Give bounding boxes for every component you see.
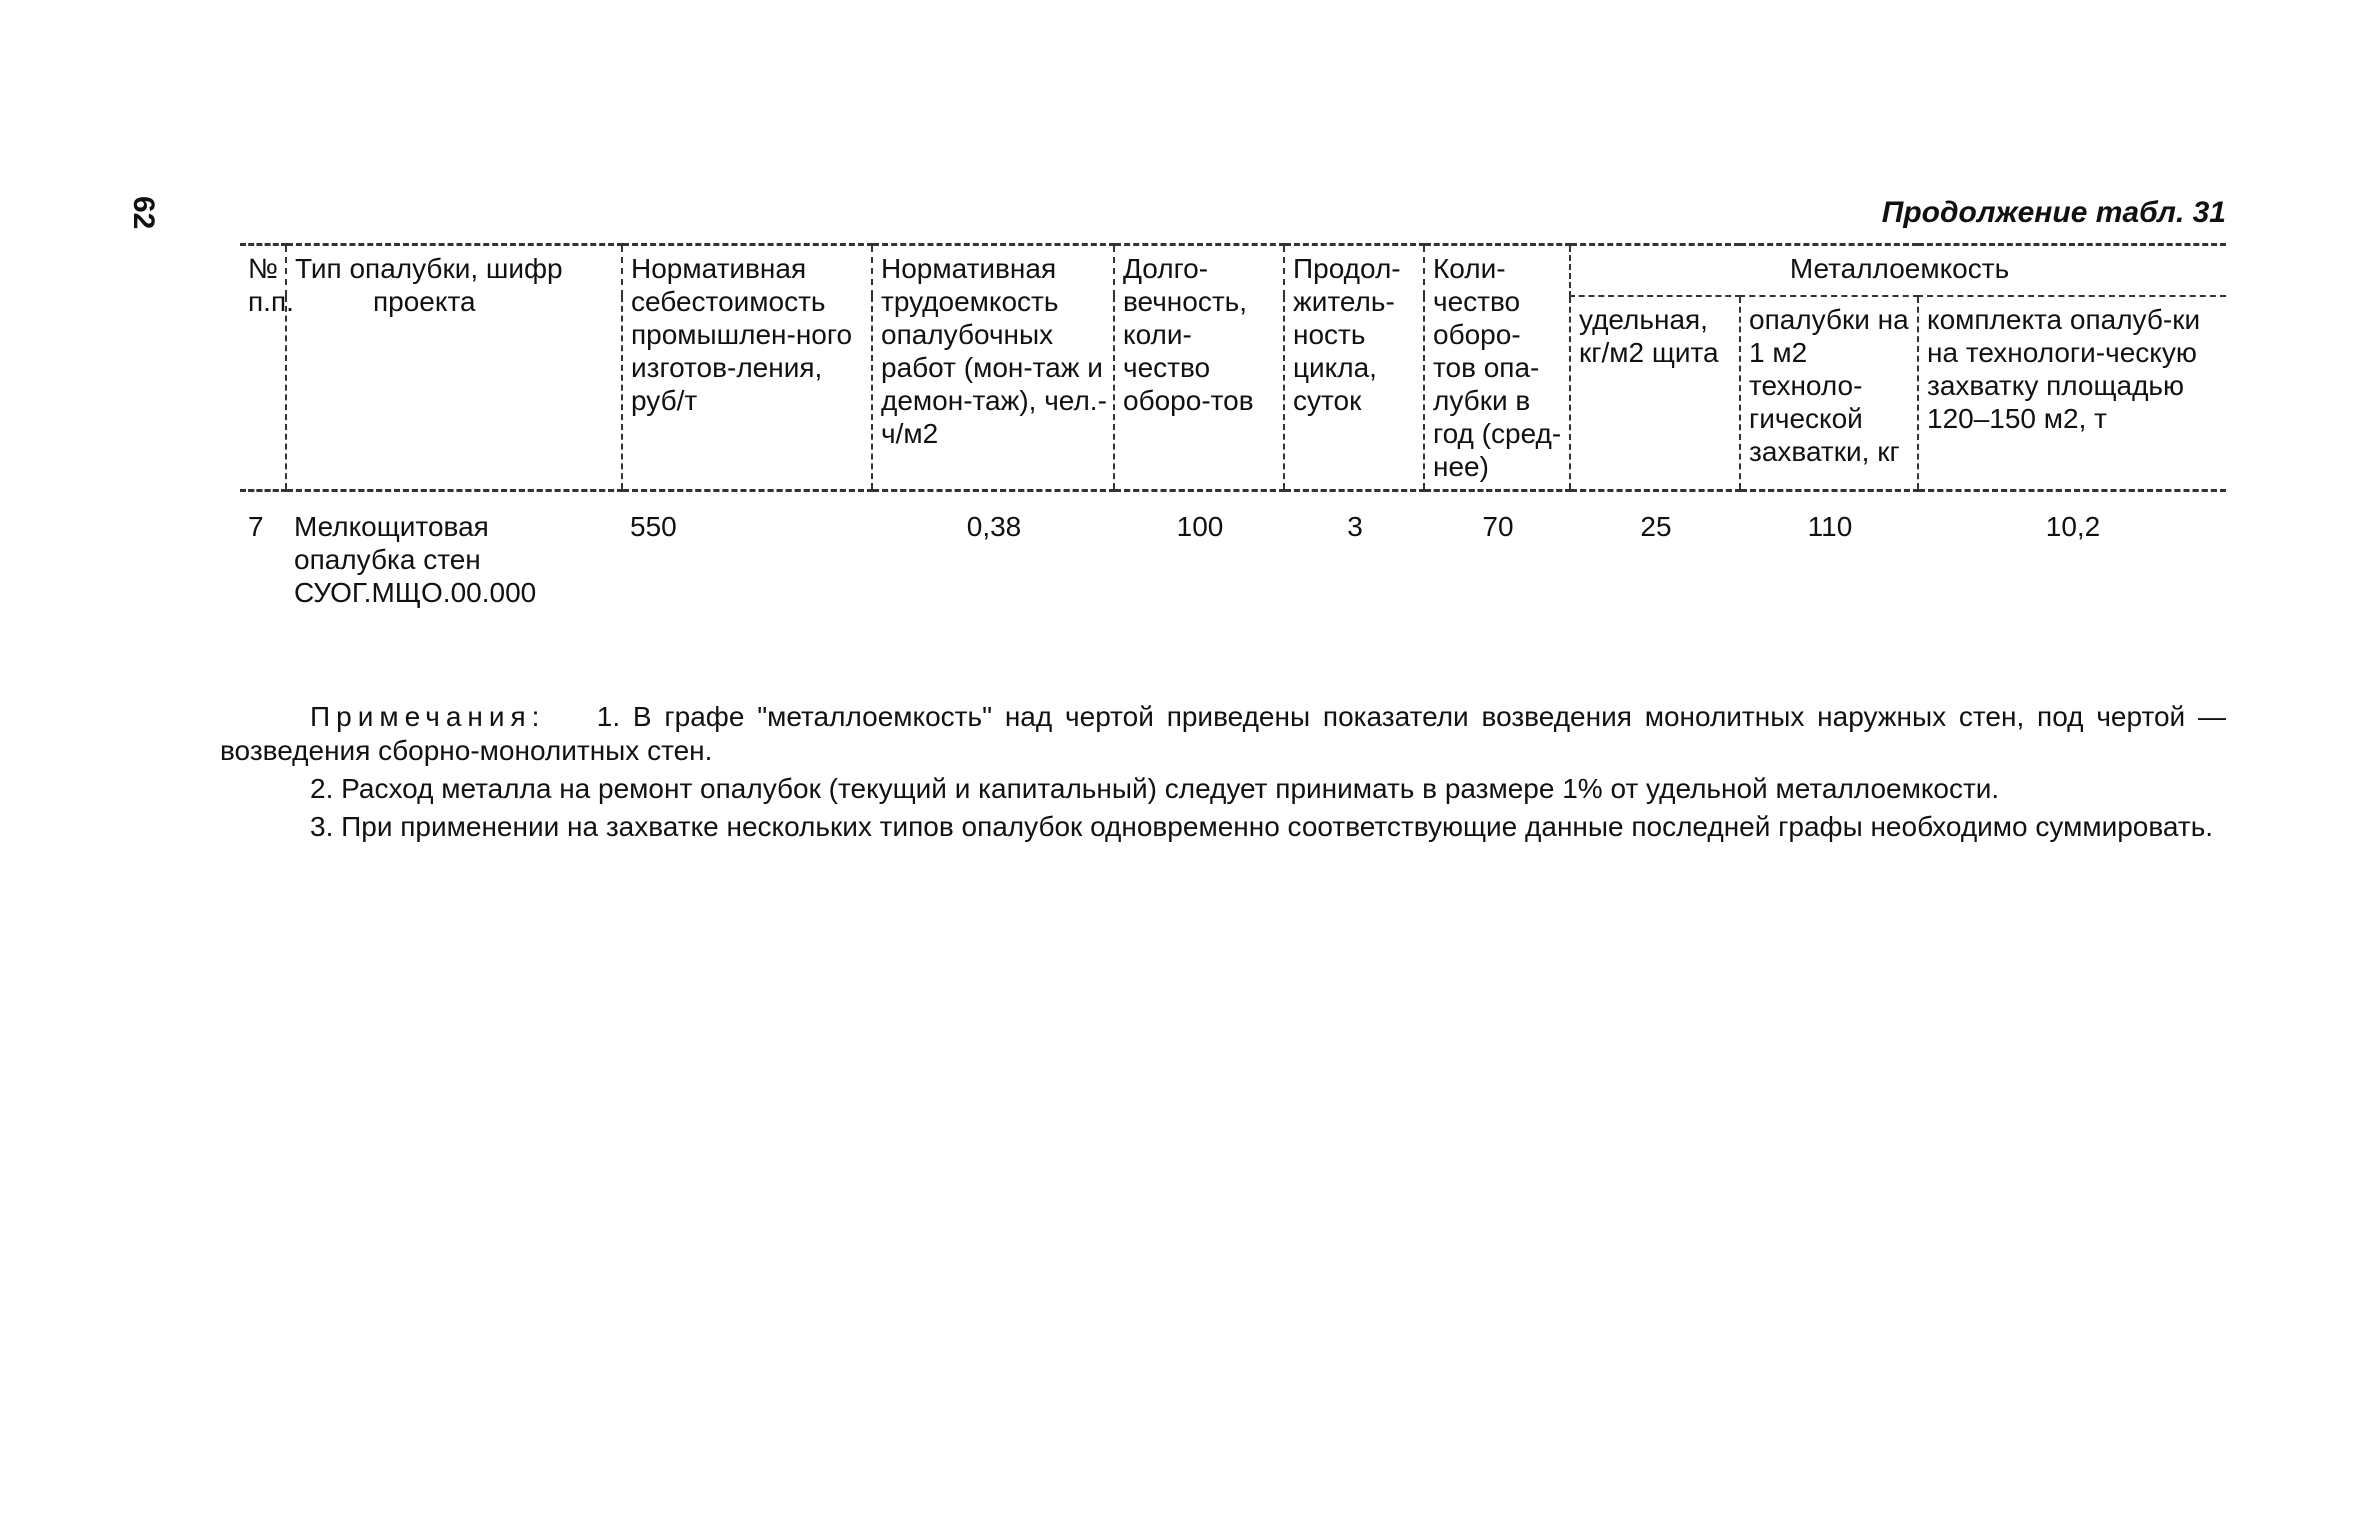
table-continuation-caption: Продолжение табл. 31 <box>1881 196 2226 229</box>
page-number: 62 <box>127 196 160 230</box>
table-row <box>240 491 2226 616</box>
cell-cost: 550 <box>630 511 677 543</box>
notes-label: Примечания: <box>310 701 546 732</box>
header-metal-specific: удельная, кг/м2 щита <box>1570 296 1740 491</box>
header-metal-set: комплекта опалуб-ки на технологи-ческую захватку площадью 120–150 м2, т <box>1918 296 2226 491</box>
header-labor: Нормативная трудоемкость опалубочных работ (мон-таж и демон-таж), чел.-ч/м2 <box>872 245 1114 491</box>
header-metal-per-m2: опалубки на 1 м2 техноло-гической захватки, кг <box>1740 296 1918 491</box>
cell-labor: 0,38 <box>966 511 1022 543</box>
header-metal-group: Металлоемкость <box>1570 245 2226 297</box>
header-durability: Долго-вечность, коли-чество оборо-тов <box>1114 245 1284 491</box>
header-number-line2: п.п. <box>248 286 294 318</box>
note-1: 1. В графе "металлоемкость" над чертой приведены показатели возведения монолитных наружных стен, под чертой — возведения сборно-монолитных стен. <box>220 701 2227 767</box>
header-type-line1: Тип опалубки, шифр <box>295 253 563 284</box>
cell-metal-per-m2: 110 <box>1807 511 1853 543</box>
cell-turnover: 70 <box>1482 511 1514 543</box>
header-cycle: Продол-житель-ность цикла, суток <box>1284 245 1424 491</box>
header-type-line2: проекта <box>373 286 476 318</box>
header-cost: Нормативная себестоимость промышлен-ного изготов-ления, руб/т <box>622 245 872 491</box>
header-number-line1: № <box>248 253 279 284</box>
header-turnover: Коли-чество оборо-тов опа-лубки в год (сред-нее) <box>1424 245 1570 491</box>
cell-cycle: 3 <box>1347 511 1363 543</box>
header-type <box>286 245 622 491</box>
cell-number: 7 <box>248 511 264 543</box>
cell-metal-specific: 25 <box>1640 511 1672 543</box>
cell-metal-set: 10,2 <box>2045 511 2101 543</box>
data-table-container <box>240 243 2226 615</box>
note-3: 3. При применении на захватке нескольких типов опалубок одновременно соответствующие данные последней графы необходимо суммировать. <box>310 811 2214 843</box>
cell-type: Мелкощитовая опалубка стен СУОГ.МЩО.00.000 <box>294 511 537 609</box>
note-1-paragraph <box>220 700 2226 768</box>
note-2: 2. Расход металла на ремонт опалубок (текущий и капитальный) следует принимать в размере 1% от удельной металлоемкости. <box>310 773 2000 805</box>
notes-section <box>220 700 2226 849</box>
header-number <box>240 245 294 491</box>
cell-durability: 100 <box>1176 511 1224 543</box>
formwork-table <box>240 243 2226 615</box>
